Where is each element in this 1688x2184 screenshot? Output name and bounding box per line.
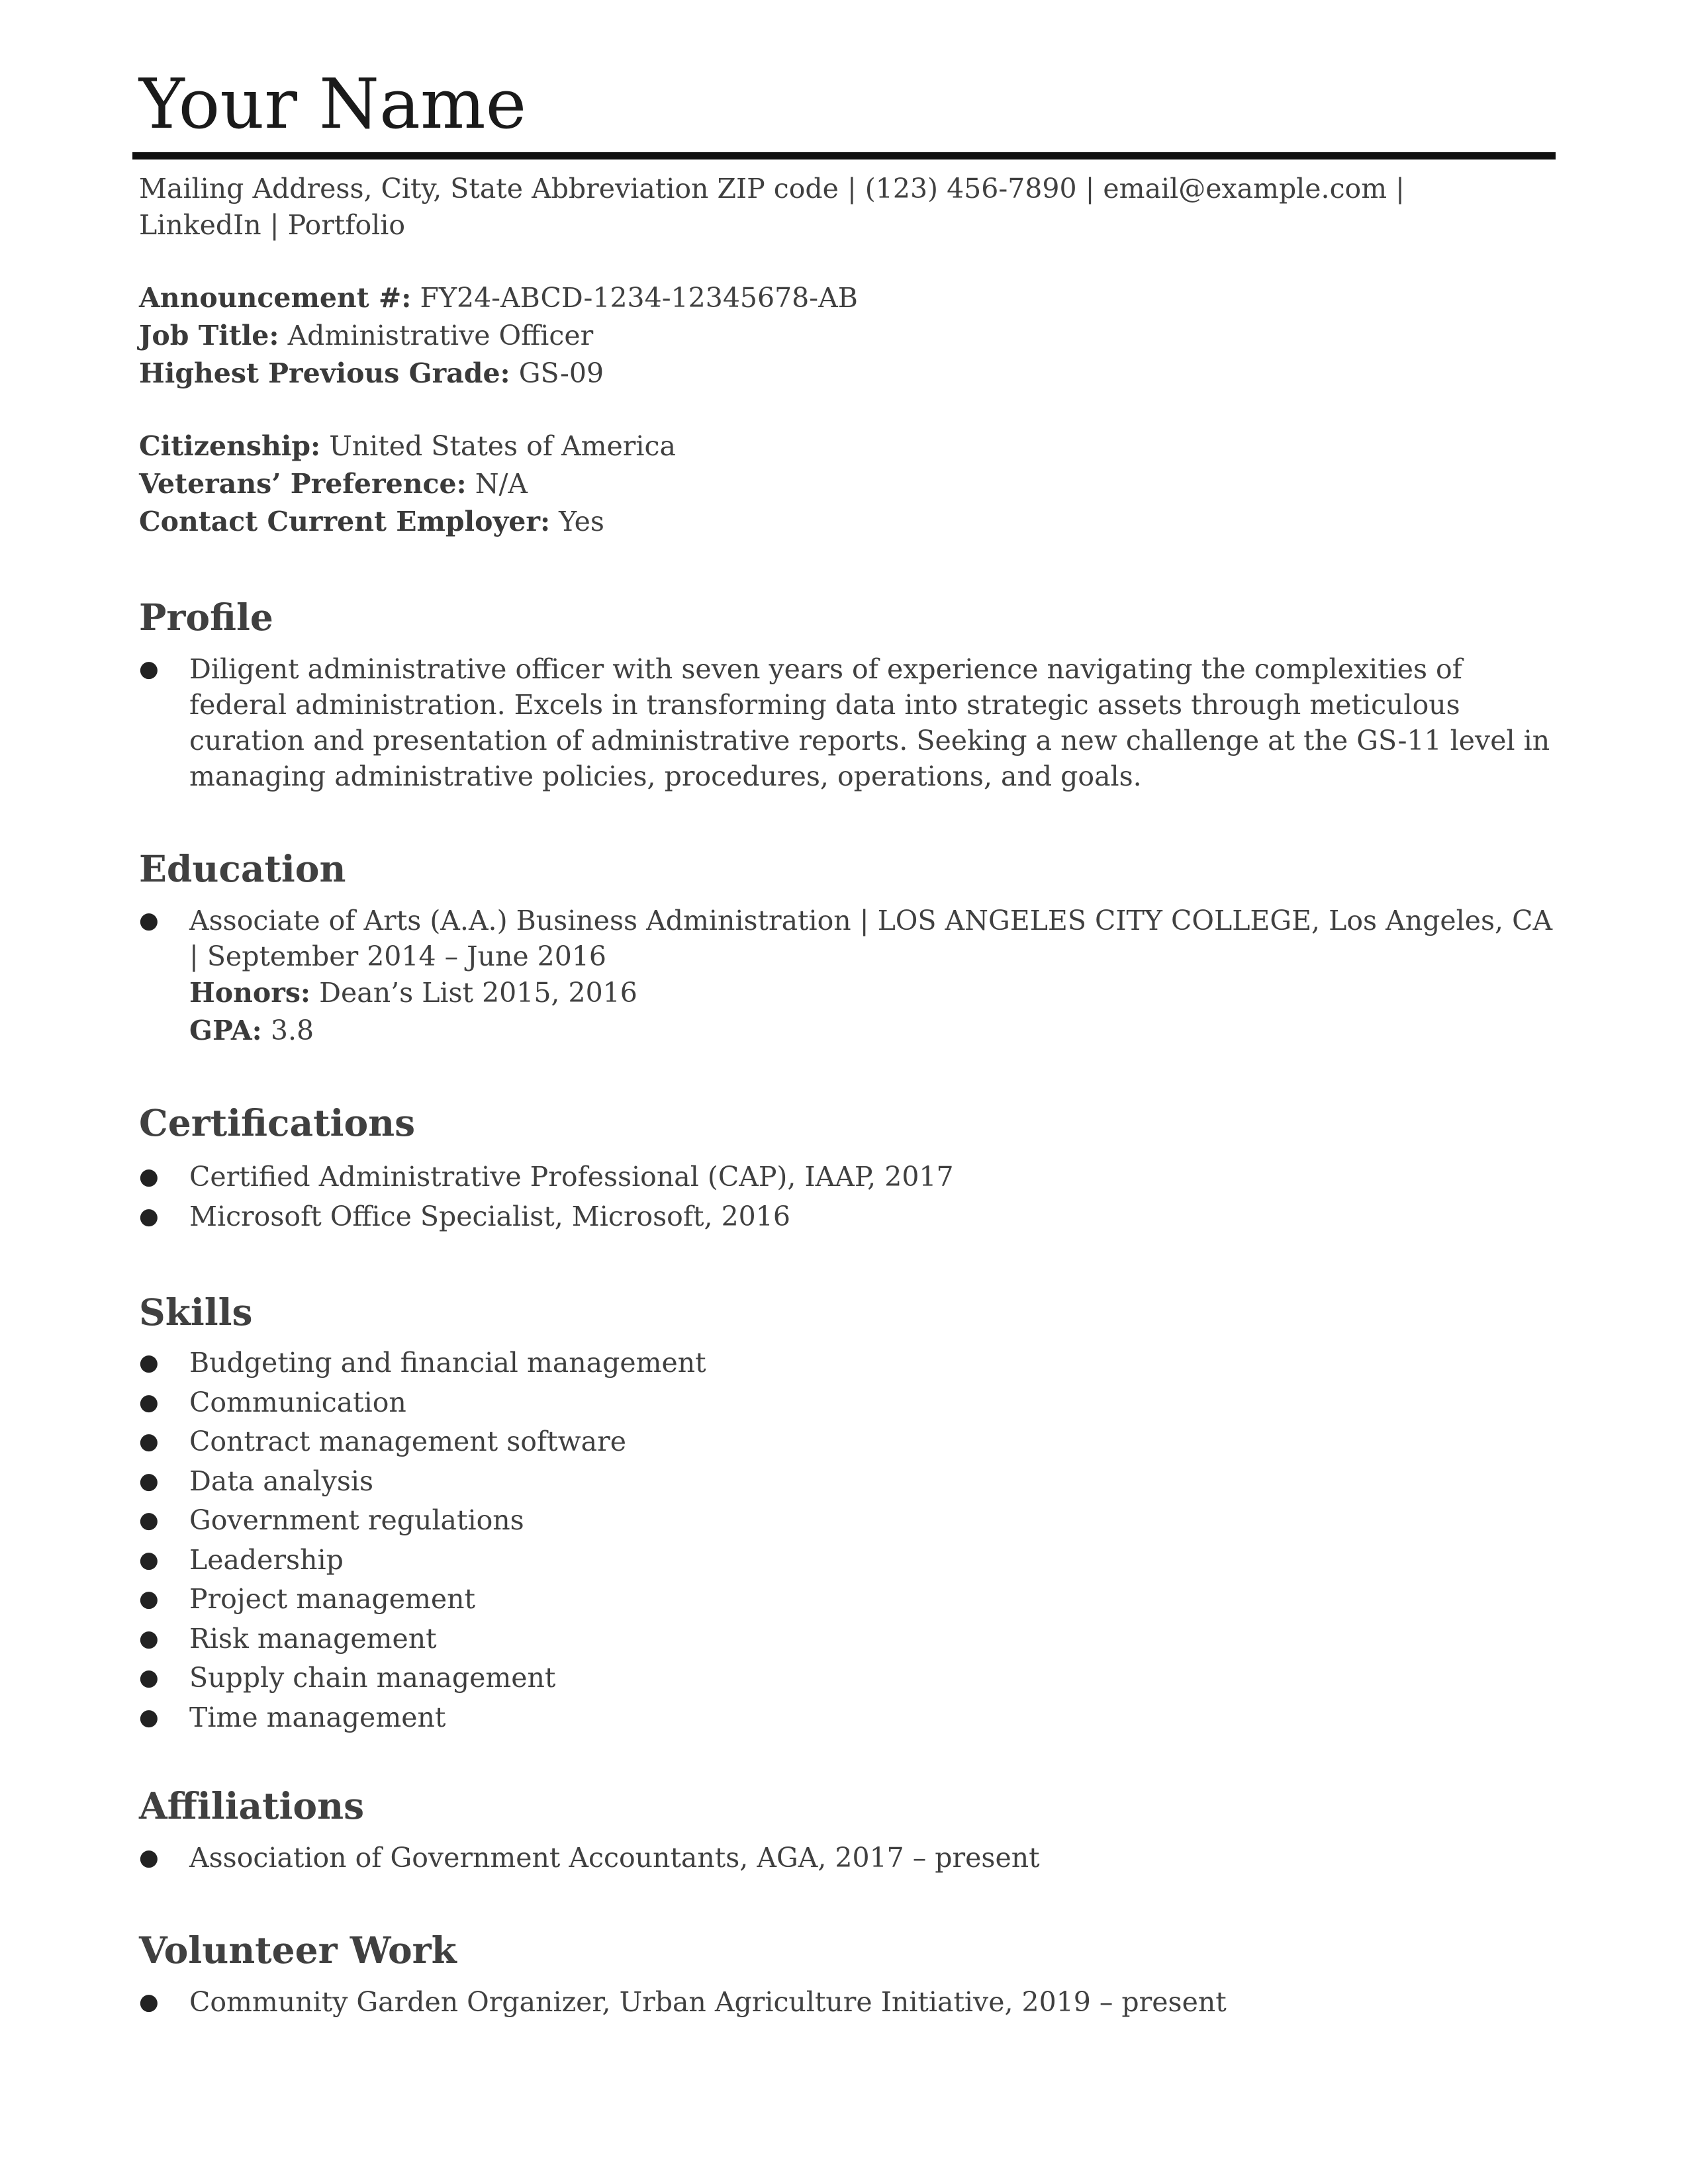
bullet-icon: ● [139, 1349, 159, 1376]
field-label: Highest Previous Grade: [139, 357, 510, 389]
field-value: Administrative Officer [287, 320, 594, 351]
volunteer-list [139, 1984, 1556, 2020]
contact-employer-row [139, 503, 676, 541]
field-label: Veterans’ Preference: [139, 468, 467, 500]
affiliation-text: Association of Government Accountants, AGA, 2017 – present [189, 1842, 1040, 1874]
degree-text: Associate of Arts (A.A.) Business Administration | LOS ANGELES CITY COLLEGE, Los Angeles, CA | September 2014 – June 2016 [189, 905, 1553, 972]
list-item [139, 1581, 1556, 1621]
bullet-icon: ● [139, 656, 159, 682]
veterans-preference-row [139, 465, 676, 503]
certifications-heading: Certifications [139, 1101, 416, 1144]
field-value: FY24-ABCD-1234-12345678-AB [420, 282, 858, 314]
list-item [139, 1424, 1556, 1463]
affiliations-heading: Affiliations [139, 1784, 365, 1827]
list-item [139, 903, 1556, 1050]
job-info-block [139, 279, 858, 392]
certification-text: Microsoft Office Specialist, Microsoft, 2016 [189, 1201, 790, 1232]
citizenship-row [139, 428, 676, 465]
list-item [139, 1542, 1556, 1582]
education-heading: Education [139, 847, 346, 890]
grade-row [139, 355, 858, 392]
contact-line: Mailing Address, City, State Abbreviation ZIP code | (123) 456-7890 | email@example.com | LinkedIn | Portfolio [139, 173, 1405, 241]
bullet-icon: ● [139, 1586, 159, 1612]
announcement-row [139, 279, 858, 317]
gpa-value: 3.8 [270, 1015, 314, 1046]
gpa-line [189, 1012, 1556, 1050]
skills-heading: Skills [139, 1291, 253, 1334]
bullet-icon: ● [139, 1625, 159, 1652]
bullet-icon: ● [139, 1428, 159, 1455]
field-value: GS-09 [518, 357, 604, 389]
bullet-icon: ● [139, 1989, 159, 2015]
list-item [139, 651, 1556, 794]
skill-text: Project management [189, 1583, 476, 1615]
bullet-icon: ● [139, 1388, 159, 1416]
field-label: Job Title: [139, 320, 279, 351]
skill-text: Communication [189, 1386, 406, 1418]
profile-summary: Diligent administrative officer with seven years of experience navigating the complexities of federal administration. Excels in transforming data into strategic assets through meticulous curation and presentation of administrative reports. Seeking a new challenge at the GS-11 level in managing administrative policies, procedures, operations, and goals. [189, 653, 1550, 792]
honors-value: Dean’s List 2015, 2016 [319, 977, 637, 1009]
certifications-list [139, 1157, 1556, 1236]
bullet-icon: ● [139, 1163, 159, 1190]
list-item [139, 1984, 1556, 2020]
skill-text: Risk management [189, 1622, 437, 1655]
list-item [139, 1660, 1556, 1700]
education-list [139, 903, 1556, 1050]
list-item [139, 1840, 1556, 1876]
bullet-icon: ● [139, 1546, 159, 1573]
field-value: United States of America [329, 430, 676, 462]
field-value: N/A [475, 468, 528, 500]
honors-label: Honors: [189, 977, 311, 1009]
list-item [139, 1700, 1556, 1739]
resume-name: Your Name [139, 64, 527, 144]
bullet-icon: ● [139, 907, 159, 934]
bullet-icon: ● [139, 1203, 159, 1230]
skill-text: Data analysis [189, 1465, 374, 1497]
bullet-icon: ● [139, 1467, 159, 1494]
skill-text: Budgeting and financial management [189, 1347, 706, 1379]
bullet-icon: ● [139, 1664, 159, 1691]
profile-heading: Profile [139, 596, 273, 639]
list-item [139, 1463, 1556, 1503]
gpa-label: GPA: [189, 1015, 262, 1046]
field-label: Announcement #: [139, 282, 412, 314]
skill-text: Contract management software [189, 1426, 626, 1457]
bullet-icon: ● [139, 1507, 159, 1533]
list-item [139, 1345, 1556, 1385]
field-value: Yes [559, 506, 604, 537]
field-label: Contact Current Employer: [139, 506, 551, 537]
volunteer-text: Community Garden Organizer, Urban Agriculture Initiative, 2019 – present [189, 1986, 1227, 2018]
skill-text: Leadership [189, 1543, 344, 1576]
list-item [139, 1621, 1556, 1661]
personal-info-block [139, 428, 676, 541]
list-item [139, 1502, 1556, 1542]
skills-list [139, 1345, 1556, 1739]
job-title-row [139, 317, 858, 355]
affiliations-list [139, 1840, 1556, 1876]
volunteer-heading: Volunteer Work [139, 1929, 457, 1972]
bullet-icon: ● [139, 1844, 159, 1871]
list-item [139, 1197, 1556, 1236]
list-item [139, 1385, 1556, 1424]
header-divider [132, 152, 1556, 159]
skill-text: Supply chain management [189, 1662, 556, 1694]
profile-list [139, 651, 1556, 794]
list-item [139, 1157, 1556, 1197]
skill-text: Time management [189, 1701, 446, 1733]
field-label: Citizenship: [139, 430, 321, 462]
certification-text: Certified Administrative Professional (CAP), IAAP, 2017 [189, 1161, 954, 1193]
bullet-icon: ● [139, 1704, 159, 1731]
honors-line [189, 974, 1556, 1012]
skill-text: Government regulations [189, 1504, 524, 1536]
